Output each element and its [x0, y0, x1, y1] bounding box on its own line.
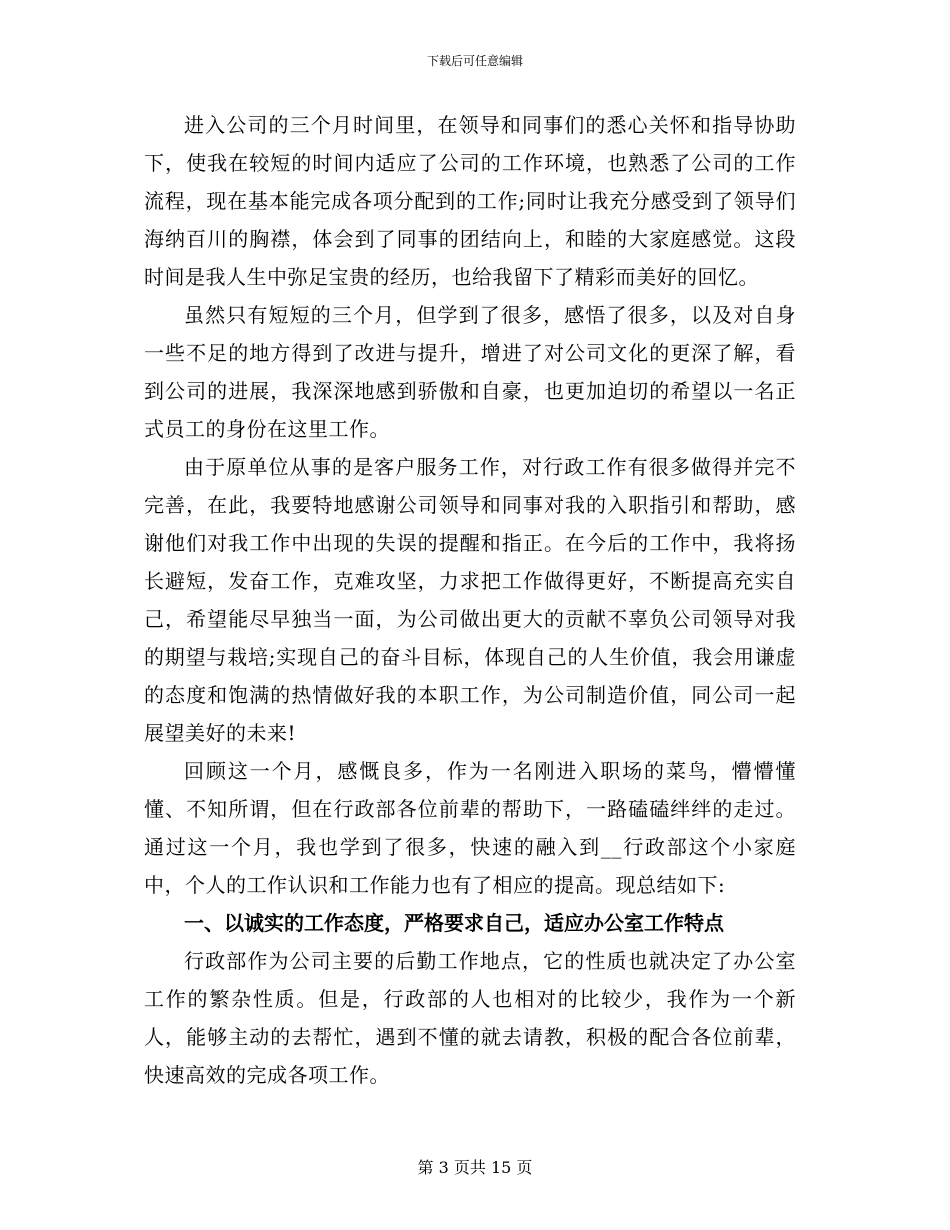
paragraph-2: 虽然只有短短的三个月，但学到了很多，感悟了很多，以及对自身一些不足的地方得到了改进与提升，增进了对公司文化的更深了解，看到公司的进展，我深深地感到骄傲和自豪，也更加迫切的希望以一名正式员工的身份在这里工作。: [144, 303, 796, 441]
paragraph-4: 回顾这一个月，感慨良多，作为一名刚进入职场的菜鸟，懵懵懂懂、不知所谓，但在行政部各位前辈的帮助下，一路磕磕绊绊的走过。通过这一个月，我也学到了很多，快速的融入到__行政部这个小家庭中，个人的工作认识和工作能力也有了相应的提高。现总结如下:: [144, 759, 796, 897]
paragraph-1: 进入公司的三个月时间里，在领导和同事们的悉心关怀和指导协助下，使我在较短的时间内适应了公司的工作环境，也熟悉了公司的工作流程，现在基本能完成各项分配到的工作;同时让我充分感受到了领导们海纳百川的胸襟，体会到了同事的团结向上，和睦的大家庭感觉。这段时间是我人生中弥足宝贵的经历，也给我留下了精彩而美好的回忆。: [144, 113, 796, 289]
section-heading: 一、以诚实的工作态度，严格要求自己，适应办公室工作特点: [184, 911, 724, 935]
section-paragraph: 行政部作为公司主要的后勤工作地点，它的性质也就决定了办公室工作的繁杂性质。但是，行政部的人也相对的比较少，我作为一个新人，能够主动的去帮忙，遇到不懂的就去请教，积极的配合各位前辈，快速高效的完成各项工作。: [144, 949, 796, 1087]
paragraph-3: 由于原单位从事的是客户服务工作，对行政工作有很多做得并完不完善，在此，我要特地感谢公司领导和同事对我的入职指引和帮助，感谢他们对我工作中出现的失误的提醒和指正。在今后的工作中，我将扬长避短，发奋工作，克难攻坚，力求把工作做得更好，不断提高充实自己，希望能尽早独当一面，为公司做出更大的贡献不辜负公司领导对我的期望与栽培;实现自己的奋斗目标，体现自己的人生价值，我会用谦虚的态度和饱满的热情做好我的本职工作，为公司制造价值，同公司一起展望美好的未来!: [144, 455, 796, 745]
page-footer: 第 3 页共 15 页: [417, 1158, 533, 1177]
document-body: [144, 106, 796, 1094]
page-header: 下载后可任意编辑: [426, 54, 523, 68]
